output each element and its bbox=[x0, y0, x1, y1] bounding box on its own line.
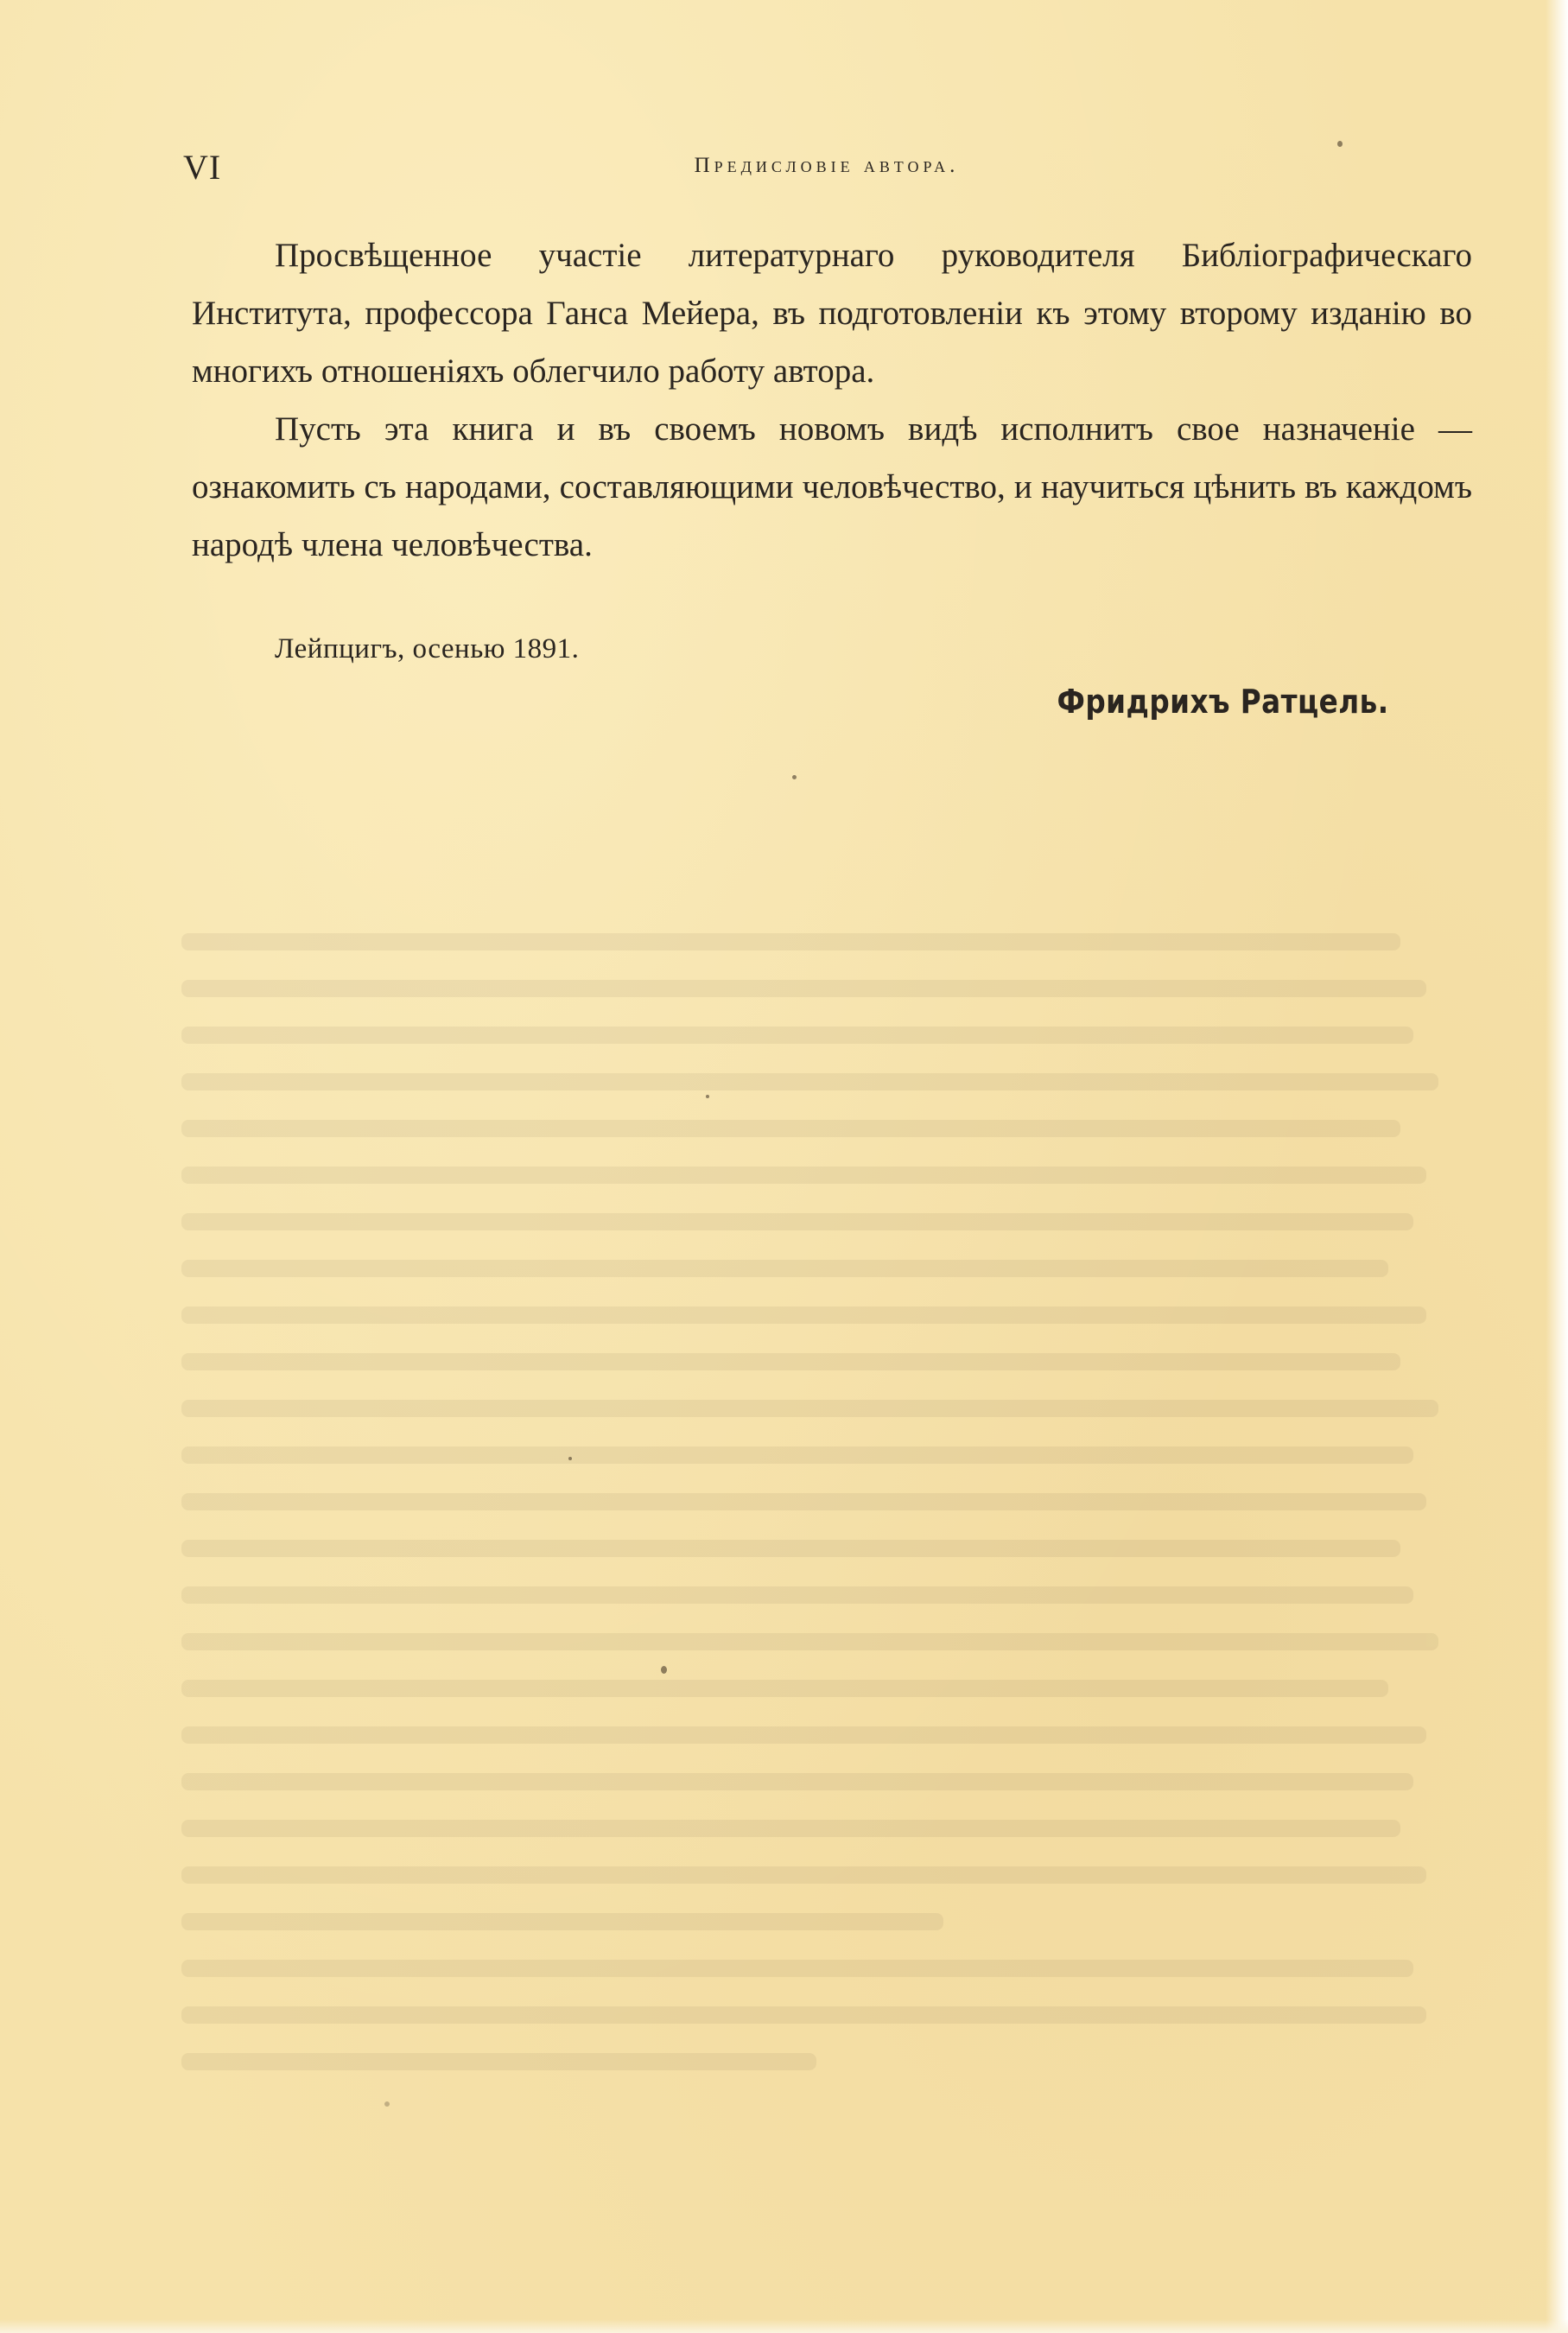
paragraph: Просвѣщенное участіе литературнаго руководителя Библіографическаго Института, профессора Ганса Мейера, въ подготовленіи къ этому второму изданію во многихъ отношеніяхъ облегчило работу автора. bbox=[192, 237, 1472, 390]
paper-speck bbox=[792, 775, 797, 779]
paper-speck bbox=[1337, 141, 1343, 147]
paper-speck bbox=[568, 1457, 572, 1460]
paper-speck bbox=[384, 2101, 390, 2107]
paragraph: Пусть эта книга и въ своемъ новомъ видѣ исполнитъ свое назначеніе — ознакомить съ народами, составляющими человѣчество, и научиться цѣнить въ каждомъ народѣ члена человѣчества. bbox=[192, 410, 1472, 563]
page-header bbox=[183, 145, 1470, 197]
paper-speck bbox=[706, 1095, 709, 1098]
body-text bbox=[192, 226, 1472, 574]
place-date: Лейпцигъ, осенью 1891. bbox=[275, 633, 580, 664]
running-head: Предисловіе автора. bbox=[694, 154, 960, 177]
author-signature: Фридрихъ Ратцель. bbox=[1057, 683, 1389, 721]
paper-speck bbox=[661, 1666, 667, 1674]
page-edge-right bbox=[1546, 0, 1568, 2333]
page-number: VI bbox=[183, 148, 222, 187]
page-edge-bottom bbox=[0, 2319, 1568, 2333]
